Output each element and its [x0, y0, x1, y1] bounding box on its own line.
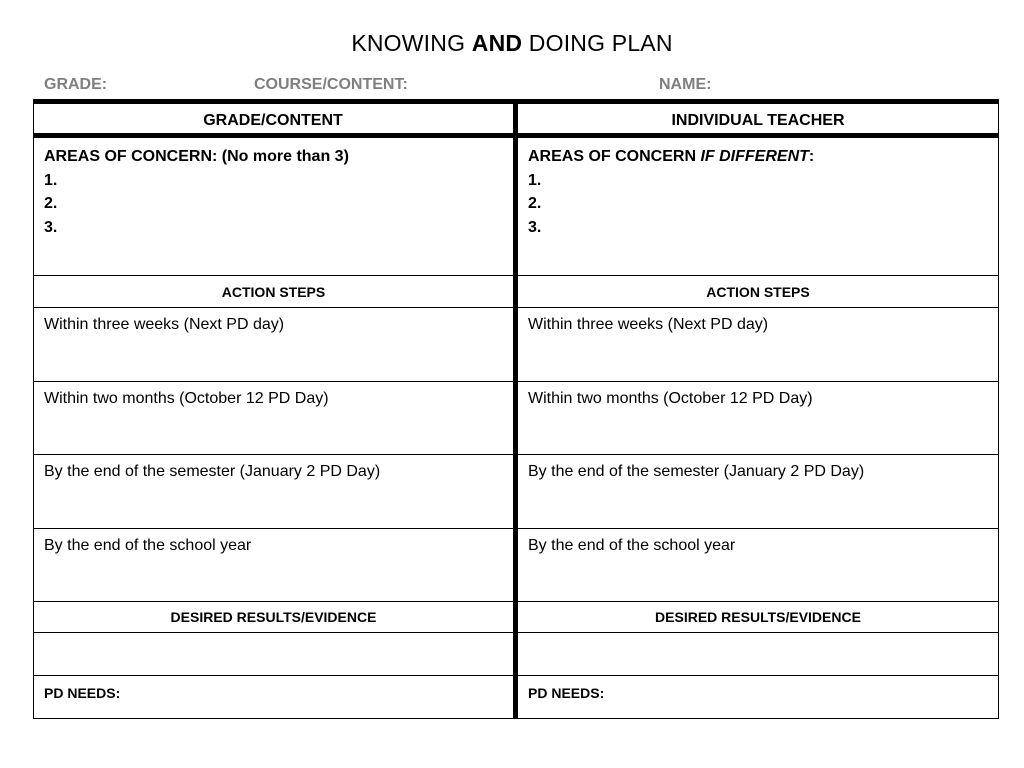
left-timeframe-school-year: By the end of the school year [44, 537, 252, 554]
right-timeframe-semester: By the end of the semester (January 2 PD Day) [528, 463, 865, 480]
left-concern-item-1: 1. [44, 171, 58, 189]
right-concern-item-3: 3. [528, 218, 542, 236]
left-pd-needs: PD NEEDS: [44, 685, 121, 701]
right-timeframe-school-year: By the end of the school year [528, 537, 736, 554]
left-desired-results-field[interactable] [34, 633, 513, 675]
name-label: NAME: [659, 76, 712, 93]
table-border-right [998, 99, 999, 719]
right-pd-needs: PD NEEDS: [528, 685, 605, 701]
plan-table [33, 99, 999, 719]
left-desired-results-header: DESIRED RESULTS/EVIDENCE [170, 609, 377, 625]
course-label: COURSE/CONTENT: [254, 76, 408, 93]
right-concern-item-2: 2. [528, 195, 542, 212]
left-timeframe-semester: By the end of the semester (January 2 PD Day) [44, 463, 381, 480]
right-timeframe-three-weeks: Within three weeks (Next PD day) [528, 316, 769, 333]
left-concern-item-2: 2. [44, 195, 58, 212]
right-desired-results-header: DESIRED RESULTS/EVIDENCE [655, 609, 861, 625]
individual-teacher-header: INDIVIDUAL TEACHER [671, 112, 845, 129]
right-timeframe-two-months: Within two months (October 12 PD Day) [528, 390, 813, 407]
left-areas-of-concern [34, 141, 513, 275]
grade-label: GRADE: [44, 76, 108, 93]
left-timeframe-two-months: Within two months (October 12 PD Day) [44, 390, 329, 407]
right-concern-item-1: 1. [528, 171, 542, 189]
page-title: KNOWING AND DOING PLAN [351, 30, 673, 56]
right-areas-of-concern [518, 141, 998, 275]
right-concern-label: AREAS OF CONCERN IF DIFFERENT: [528, 148, 815, 165]
left-concern-label: AREAS OF CONCERN: (No more than 3) [44, 148, 349, 165]
grade-content-header: GRADE/CONTENT [203, 112, 343, 129]
right-desired-results-field[interactable] [518, 633, 998, 675]
right-action-steps-header: ACTION STEPS [706, 284, 810, 300]
left-timeframe-three-weeks: Within three weeks (Next PD day) [44, 316, 285, 333]
left-concern-item-3: 3. [44, 218, 58, 236]
left-action-steps-header: ACTION STEPS [221, 284, 326, 300]
